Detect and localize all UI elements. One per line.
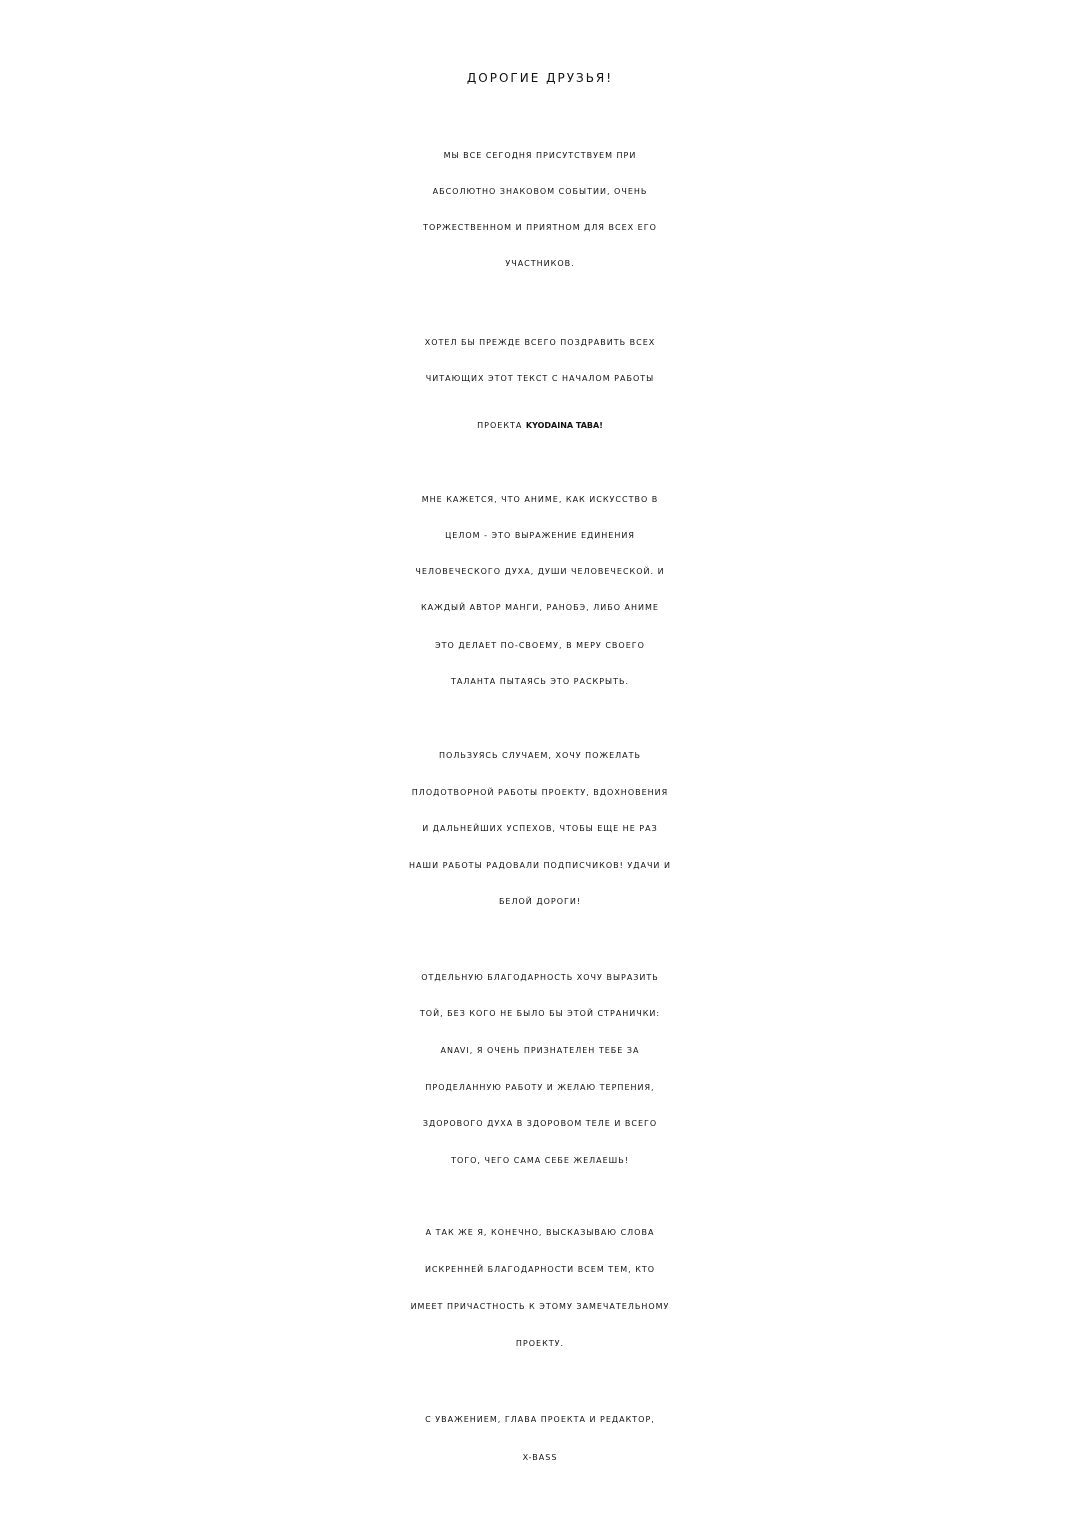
project-prefix: ПРОЕКТА <box>477 421 523 430</box>
paragraph-6-line-1: А ТАК ЖЕ Я, КОНЕЧНО, ВЫСКАЗЫВАЮ СЛОВА <box>425 1228 655 1237</box>
paragraph-6-line-2: ИСКРЕННЕЙ БЛАГОДАРНОСТИ ВСЕМ ТЕМ, КТО <box>424 1265 656 1274</box>
paragraph-6-line-4: ПРОЕКТУ. <box>515 1339 565 1348</box>
paragraph-2-line-3 <box>0 408 1080 444</box>
signature-line-1: С УВАЖЕНИЕМ, ГЛАВА ПРОЕКТА И РЕДАКТОР, <box>425 1415 655 1424</box>
paragraph-5-line-6: ТОГО, ЧЕГО САМА СЕБЕ ЖЕЛАЕШЬ! <box>451 1156 629 1165</box>
letter-title: ДОРОГИЕ ДРУЗЬЯ! <box>466 71 614 85</box>
project-name: KYODAINA TABA! <box>525 421 603 430</box>
signature-author: X-BASS <box>522 1453 558 1462</box>
paragraph-2-line-2: ЧИТАЮЩИХ ЭТОТ ТЕКСТ С НАЧАЛОМ РАБОТЫ <box>425 374 655 383</box>
paragraph-3-line-2: ЦЕЛОМ - ЭТО ВЫРАЖЕНИЕ ЕДИНЕНИЯ <box>445 531 635 540</box>
paragraph-3-line-3: ЧЕЛОВЕЧЕСКОГО ДУХА, ДУШИ ЧЕЛОВЕЧЕСКОЙ. И <box>415 567 665 576</box>
paragraph-4-line-4: НАШИ РАБОТЫ РАДОВАЛИ ПОДПИСЧИКОВ! УДАЧИ И <box>409 861 671 870</box>
paragraph-4-line-1: ПОЛЬЗУЯСЬ СЛУЧАЕМ, ХОЧУ ПОЖЕЛАТЬ <box>439 751 641 760</box>
paragraph-5-line-1: ОТДЕЛЬНУЮ БЛАГОДАРНОСТЬ ХОЧУ ВЫРАЗИТЬ <box>421 973 659 982</box>
paragraph-1-line-1: МЫ ВСЕ СЕГОДНЯ ПРИСУТСТВУЕМ ПРИ <box>443 151 637 160</box>
paragraph-2-line-1: ХОТЕЛ БЫ ПРЕЖДЕ ВСЕГО ПОЗДРАВИТЬ ВСЕХ <box>424 338 656 347</box>
paragraph-3-line-6: ТАЛАНТА ПЫТАЯСЬ ЭТО РАСКРЫТЬ. <box>450 677 630 686</box>
paragraph-3-line-5: ЭТО ДЕЛАЕТ ПО-СВОЕМУ, В МЕРУ СВОЕГО <box>435 641 645 650</box>
paragraph-1-line-4: УЧАСТНИКОВ. <box>505 259 575 268</box>
paragraph-3-line-4: КАЖДЫЙ АВТОР МАНГИ, РАНОБЭ, ЛИБО АНИМЕ <box>421 603 659 612</box>
paragraph-5-line-2: ТОЙ, БЕЗ КОГО НЕ БЫЛО БЫ ЭТОЙ СТРАНИЧКИ: <box>419 1009 661 1018</box>
paragraph-3-line-1: МНЕ КАЖЕТСЯ, ЧТО АНИМЕ, КАК ИСКУССТВО В <box>421 495 659 504</box>
paragraph-5-line-3: ANAVI, Я ОЧЕНЬ ПРИЗНАТЕЛЕН ТЕБЕ ЗА <box>440 1046 640 1055</box>
paragraph-1-line-3: ТОРЖЕСТВЕННОМ И ПРИЯТНОМ ДЛЯ ВСЕХ ЕГО <box>423 223 657 232</box>
paragraph-4-line-3: И ДАЛЬНЕЙШИХ УСПЕХОВ, ЧТОБЫ ЕЩЕ НЕ РАЗ <box>422 824 658 833</box>
paragraph-5-line-5: ЗДОРОВОГО ДУХА В ЗДОРОВОМ ТЕЛЕ И ВСЕГО <box>422 1119 658 1128</box>
paragraph-5-line-4: ПРОДЕЛАННУЮ РАБОТУ И ЖЕЛАЮ ТЕРПЕНИЯ, <box>425 1083 655 1092</box>
paragraph-6-line-3: ИМЕЕТ ПРИЧАСТНОСТЬ К ЭТОМУ ЗАМЕЧАТЕЛЬНОМУ <box>410 1302 670 1311</box>
paragraph-1-line-2: АБСОЛЮТНО ЗНАКОВОМ СОБЫТИИ, ОЧЕНЬ <box>432 187 648 196</box>
paragraph-4-line-5: БЕЛОЙ ДОРОГИ! <box>498 897 582 906</box>
paragraph-4-line-2: ПЛОДОТВОРНОЙ РАБОТЫ ПРОЕКТУ, ВДОХНОВЕНИЯ <box>411 788 669 797</box>
